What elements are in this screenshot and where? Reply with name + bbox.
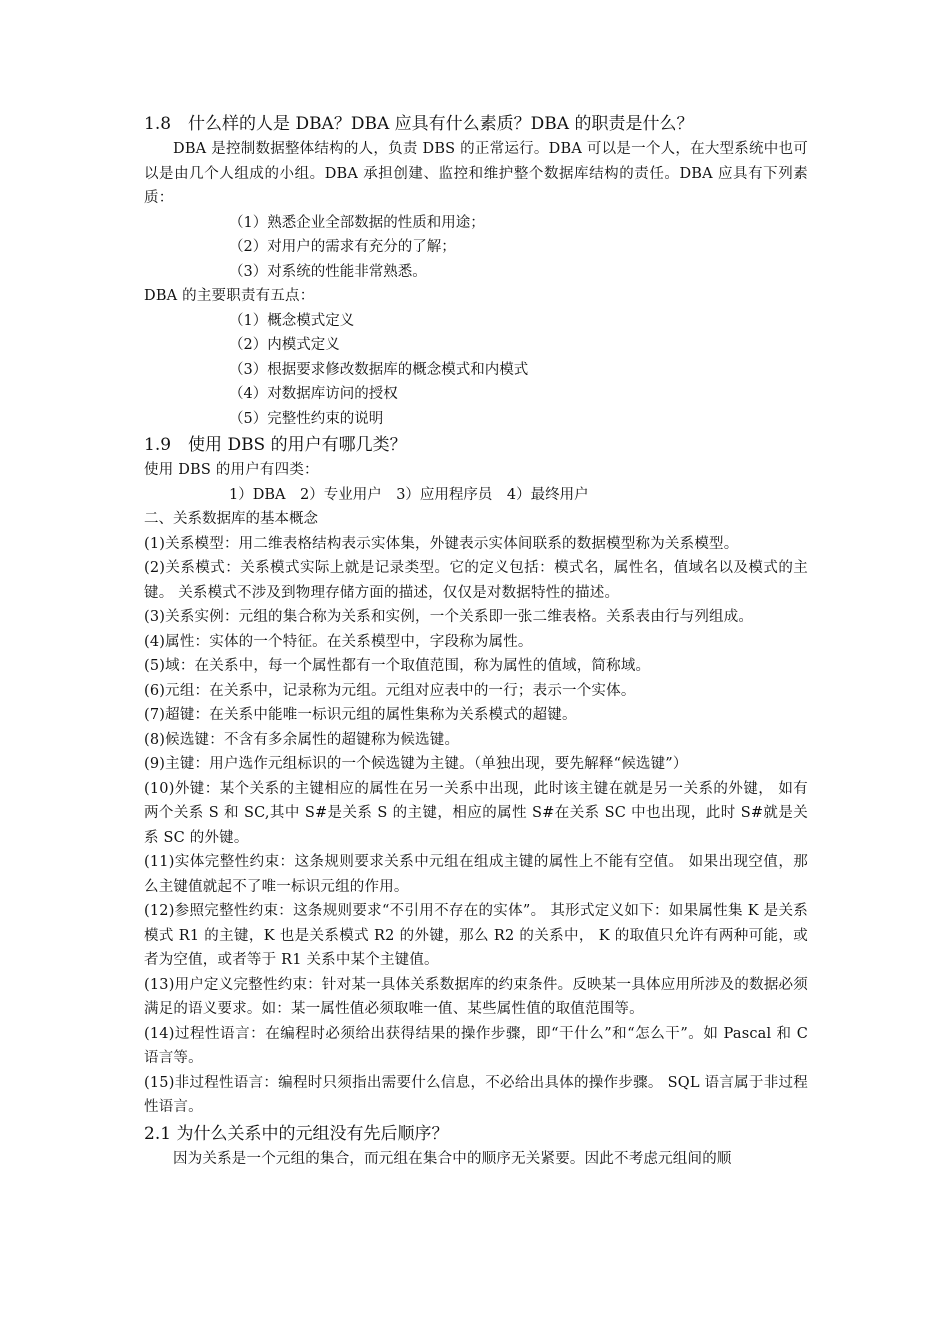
list-users: 1）DBA 2）专业用户 3）应用程序员 4）最终用户 (229, 486, 589, 503)
paragraph-users-intro: 使用 DBS 的用户有四类： (144, 462, 319, 478)
heading-1-8: 1.8 什么样的人是 DBA？DBA 应具有什么素质？DBA 的职责是什么？ (144, 114, 694, 134)
concept-item-15: (15)非过程性语言：编程时只须指出需要什么信息，不必给出具体的操作步骤。 SQL 语言属于非过程性语言。 (144, 1074, 808, 1115)
concept-item-9: (9)主键：用户选作元组标识的一个候选键为主键。（单独出现，要先解释“候选键”） (144, 756, 688, 772)
concept-item-13: (13)用户定义完整性约束：针对某一具体关系数据库的约束条件。反映某一具体应用所涉及的数据必须满足的语义要求。如：某一属性值必须取唯一值、某些属性值的取值范围等。 (144, 976, 808, 1017)
paragraph-duties-intro: DBA 的主要职责有五点： (144, 288, 315, 304)
concept-item-12: (12)参照完整性约束：这条规则要求“不引用不存在的实体”。 其形式定义如下：如果属性集 K 是关系模式 R1 的主键，K 也是关系模式 R2 的外键，那么 R2 的关系中， K 的取值只允许有两种可能，或者为空值，或者等于 R1 关系中某个主键值。 (144, 903, 808, 968)
list-item-quality-3: （3）对系统的性能非常熟悉。 (229, 263, 427, 280)
concept-item-6: (6)元组：在关系中，记录称为元组。元组对应表中的一行；表示一个实体。 (144, 682, 636, 699)
list-item-quality-1: （1）熟悉企业全部数据的性质和用途； (229, 214, 485, 231)
concept-item-2: (2)关系模式：关系模式实际上就是记录类型。它的定义包括：模式名，属性名，值域名以及模式的主键。 关系模式不涉及到物理存储方面的描述，仅仅是对数据特性的描述。 (144, 560, 808, 601)
concept-item-8: (8)候选键：不含有多余属性的超键称为候选键。 (144, 731, 460, 748)
list-item-duty-2: （2）内模式定义 (229, 337, 340, 353)
concept-item-7: (7)超键：在关系中能唯一标识元组的属性集称为关系模式的超键。 (144, 707, 577, 723)
paragraph-dba-definition: DBA 是控制数据整体结构的人，负责 DBS 的正常运行。DBA 可以是一个人，在大型系统中也可以是由几个人组成的小组。DBA 承担创建、监控和维护整个数据库结构的责任。DBA 应具有下列素质： (144, 141, 808, 206)
concept-item-5: (5)域：在关系中，每一个属性都有一个取值范围，称为属性的值域，简称域。 (144, 658, 651, 674)
list-item-duty-1: （1）概念模式定义 (229, 312, 355, 329)
heading-1-9: 1.9 使用 DBS 的用户有哪几类？ (144, 435, 407, 455)
list-item-duty-5: （5）完整性约束的说明 (229, 410, 384, 427)
concept-item-11: (11)实体完整性约束：这条规则要求关系中元组在组成主键的属性上不能有空值。 如果出现空值，那么主键值就起不了唯一标识元组的作用。 (144, 854, 808, 895)
paragraph-tuple-order: 因为关系是一个元组的集合，而元组在集合中的顺序无关紧要。因此不考虑元组间的顺 (173, 1150, 732, 1167)
concept-item-4: (4)属性：实体的一个特征。在关系模型中，字段称为属性。 (144, 633, 533, 650)
section-title-relational-concepts: 二、关系数据库的基本概念 (144, 511, 318, 527)
concept-item-14: (14)过程性语言：在编程时必须给出获得结果的操作步骤，即“干什么”和“怎么干”。如 Pascal 和 C 语言等。 (144, 1025, 808, 1066)
concept-item-3: (3)关系实例：元组的集合称为关系和实例，一个关系即一张二维表格。关系表由行与列组成。 (144, 609, 754, 625)
concept-item-10: (10)外键：某个关系的主键相应的属性在另一关系中出现，此时该主键在就是另一关系的外键， 如有两个关系 S 和 SC,其中 S#是关系 S 的主键，相应的属性 S#在关系 SC 中也出现，此时 S#就是关系 SC 的外键。 (144, 780, 808, 846)
heading-2-1: 2.1 为什么关系中的元组没有先后顺序？ (144, 1123, 449, 1144)
list-item-quality-2: （2）对用户的需求有充分的了解； (229, 239, 456, 255)
document-page (144, 110, 808, 1171)
concept-item-1: (1)关系模型：用二维表格结构表示实体集，外键表示实体间联系的数据模型称为关系模型。 (144, 535, 739, 552)
list-item-duty-3: （3）根据要求修改数据库的概念模式和内模式 (229, 361, 529, 378)
list-item-duty-4: （4）对数据库访问的授权 (229, 386, 398, 402)
